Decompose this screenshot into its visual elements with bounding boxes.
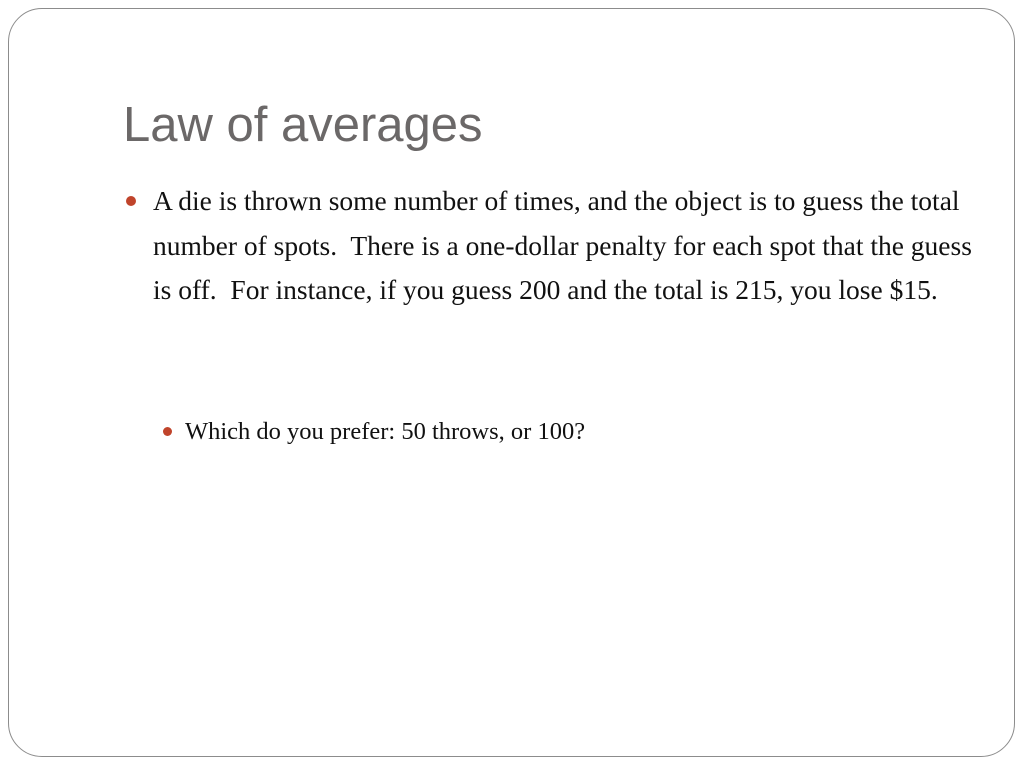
bullet-text: A die is thrown some number of times, and the object is to guess the total number of spots. There is a one-dollar penalty for each spot that the guess is off. For instance, if you guess 200 and the total is 215, you lose $15.	[153, 185, 979, 305]
bullet-dot-icon	[163, 427, 172, 436]
bullet-level-1	[153, 179, 983, 313]
bullet-level-2	[185, 413, 965, 451]
bullet-dot-icon	[126, 196, 136, 206]
slide-title: Law of averages	[123, 98, 483, 152]
bullet-text: Which do you prefer: 50 throws, or 100?	[185, 418, 586, 445]
slide	[8, 8, 1015, 757]
